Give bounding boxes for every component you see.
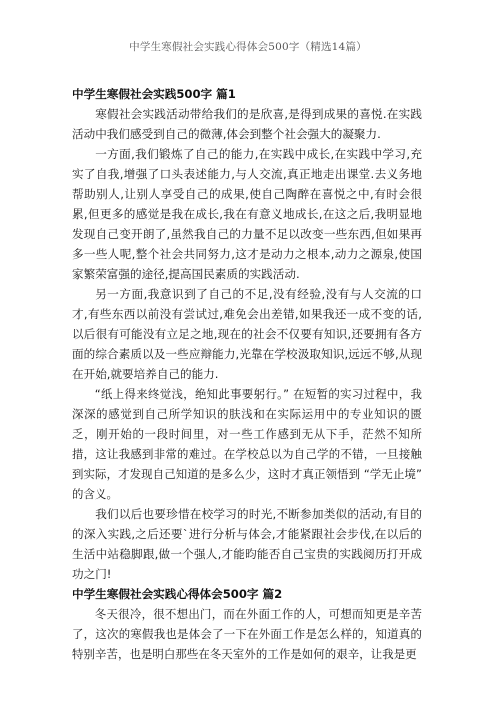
- body-paragraph: 冬天很冷，很不想出门，而在外面工作的人，可想而知更是辛苦了，这次的寒假我也是体会了一下在外面工作是怎么样的，知道真的特别辛苦，也是明白那些在冬天室外的工作是如何的艰辛，让我是更: [72, 607, 422, 661]
- body-paragraph: “纸上得来终觉浅，绝知此事要躬行。” 在短暂的实习过程中，我深深的感觉到自己所学知识的肤浅和在实际运用中的专业知识的匮乏，刚开始的一段时间里，对一些工作感到无从下手，茫然不知所措，这让我感到非常的难过。在学校总以为自己学的不错，一旦接触到实际，才发现自己知道的是多么少，这时才真正领悟到 “学无止境” 的含义。: [72, 387, 422, 501]
- section-heading: 中学生寒假社会实践心得体会500字 篇2: [72, 587, 283, 601]
- section-heading: 中学生寒假社会实践500字 篇1: [72, 87, 236, 101]
- body-paragraph: 一方面,我们锻炼了自己的能力,在实践中成长,在实践中学习,充实了自我,增强了口头表述能力,与人交流,真正地走出课堂.去义务地帮助别人,让别人享受自己的成果,使自己陶醉在喜悦之中,有时会很累,但更多的感觉是我在成长,我在有意义地成长,在这之后,我明显地发现自己变开朗了,虽然我自己的力量不足以改变一些东西,但如果再多一些人呢,整个社会共同努力,这才是动力之根本,动力之源泉,使国家繁荣富强的途径,提高国民素质的实践活动.: [72, 147, 422, 281]
- body-paragraph: 另一方面,我意识到了自己的不足,没有经验,没有与人交流的口才,有些东西以前没有尝试过,难免会出差错,如果我还一成不变的话,以后很有可能没有立足之地,现在的社会不仅要有知识,还要拥有各方面的综合素质以及一些应辩能力,光靠在学校汲取知识,远远不够,从现在开始,就要培养自己的能力.: [72, 287, 422, 381]
- document-body: [72, 84, 422, 664]
- body-paragraph: 我们以后也要珍惜在校学习的时光,不断参加类似的活动,有目的的深入实践,之后还要`进行分析与体会,才能紧跟社会步伐,在以后的生活中站稳脚跟,做一个强人,才能昀能否自己宝贵的实践阅历打开成功之门!: [72, 507, 422, 581]
- body-paragraph: 寒假社会实践活动带给我们的是欣喜,是得到成果的喜悦.在实践活动中我们感受到自己的微薄,体会到整个社会强大的凝聚力.: [72, 107, 422, 141]
- document-title: 中学生寒假社会实践心得体会500字（精选14篇）: [129, 41, 367, 53]
